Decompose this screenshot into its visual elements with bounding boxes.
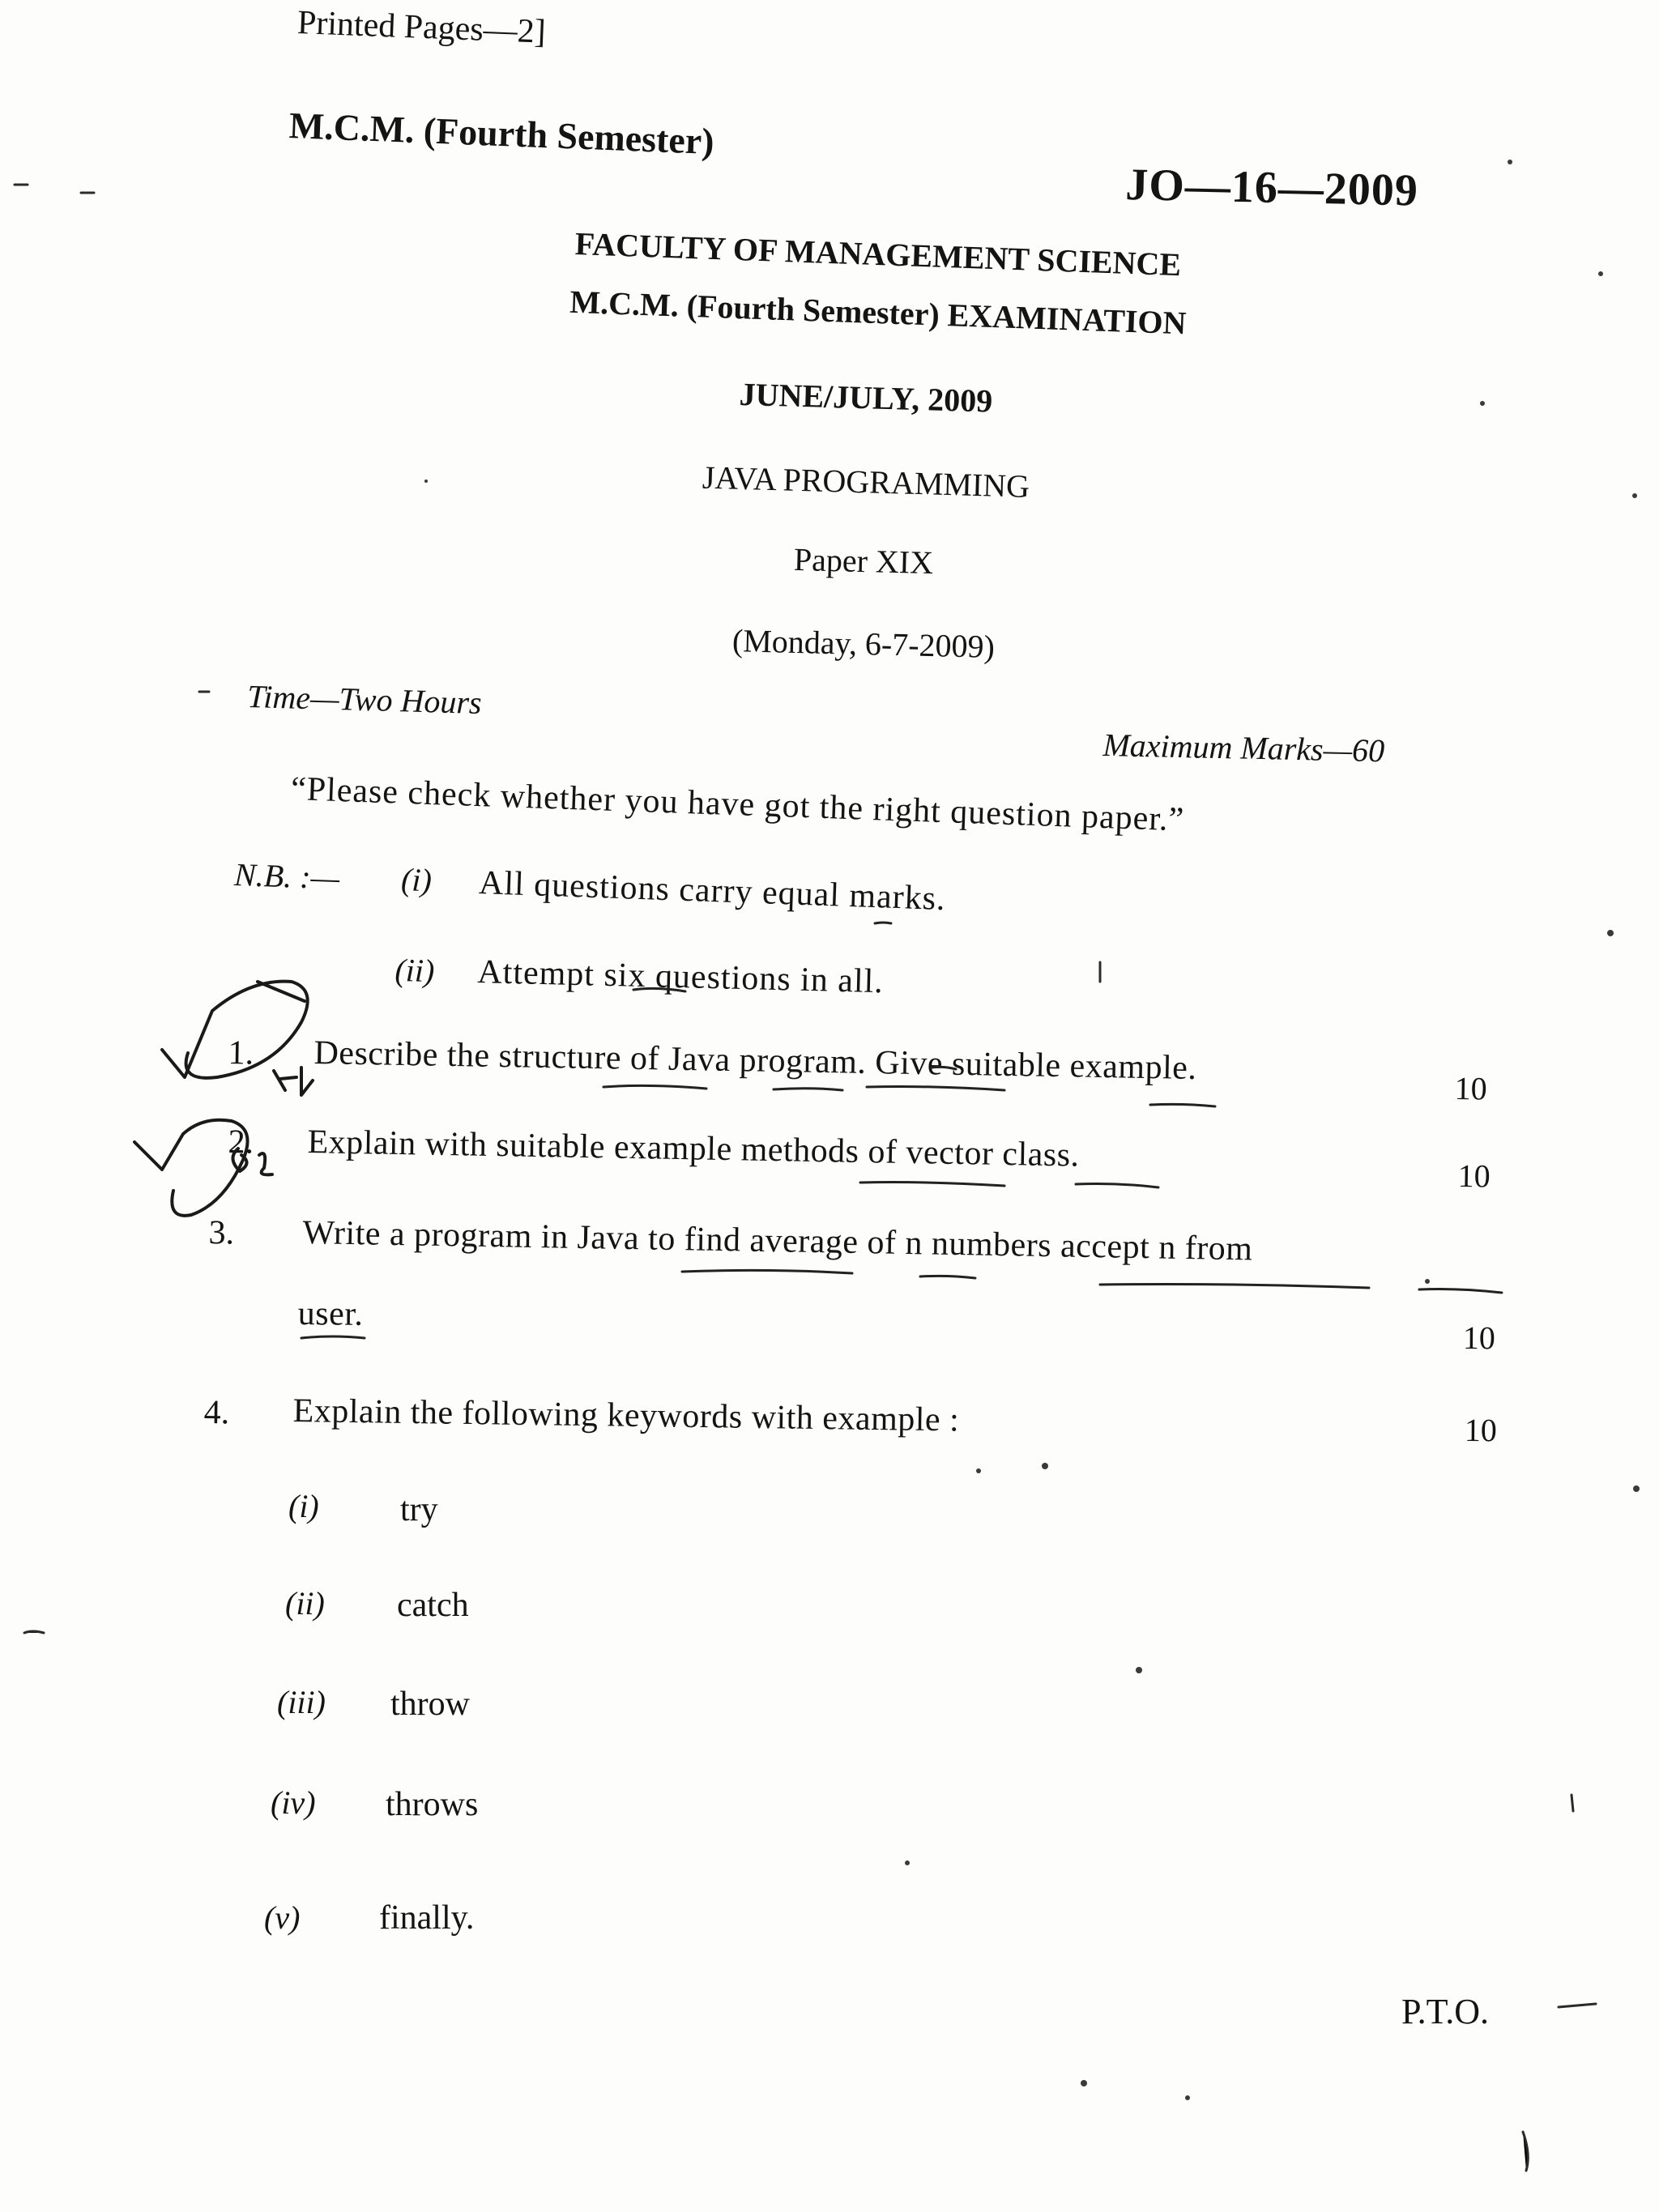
question-number: 1.: [228, 1034, 254, 1072]
keyword-number: (i): [288, 1488, 319, 1524]
question-marks: 10: [1454, 1069, 1487, 1107]
underline-mark: [1419, 1289, 1502, 1294]
keyword-item: catch: [397, 1587, 469, 1624]
question-marks: 10: [1464, 1412, 1497, 1449]
maximum-marks: Maximum Marks—60: [1102, 726, 1385, 769]
underline-mark: [1076, 1184, 1158, 1188]
keyword-number: (v): [264, 1899, 301, 1936]
printed-pages-label: Printed Pages—2]: [296, 3, 547, 51]
tick-mark: [258, 982, 305, 1001]
question-number: 4.: [203, 1393, 230, 1432]
underline-mark: [920, 1276, 975, 1278]
course-heading: M.C.M. (Fourth Semester): [288, 104, 715, 163]
note-text: All questions carry equal marks.: [478, 863, 947, 918]
faculty-name: FACULTY OF MANAGEMENT SCIENCE: [574, 225, 1182, 283]
exam-title: M.C.M. (Fourth Semester) EXAMINATION: [569, 283, 1188, 342]
nb-label: N.B. :—: [233, 855, 340, 897]
check-paper-note: “Please check whether you have got the right question paper.”: [290, 769, 1185, 839]
paper-number: Paper XIX: [793, 540, 934, 582]
question-text: Explain the following keywords with example :: [292, 1392, 960, 1439]
underline-mark: [301, 1336, 365, 1338]
question-number: 3.: [208, 1213, 235, 1252]
please-turn-over: P.T.O.: [1401, 1992, 1489, 2031]
underline-mark: [867, 1087, 1004, 1091]
time-allowed: Time—Two Hours: [246, 677, 483, 722]
keyword-item: throws: [386, 1786, 479, 1823]
question-marks: 10: [1462, 1319, 1495, 1357]
keyword-item: throw: [390, 1686, 470, 1723]
underline-mark: [1100, 1285, 1369, 1289]
question-number: 2.: [228, 1123, 254, 1161]
keyword-item: try: [400, 1491, 438, 1528]
handwritten-score: [274, 1068, 313, 1095]
note-number: (i): [400, 860, 433, 899]
exam-session: JUNE/JULY, 2009: [739, 375, 993, 420]
exam-date: (Monday, 6-7-2009): [731, 622, 996, 665]
keyword-item: finally.: [379, 1899, 475, 1937]
keyword-number: (iv): [271, 1784, 316, 1821]
underline-mark: [774, 1089, 842, 1090]
note-text: Attempt six questions in all.: [476, 953, 885, 1001]
paper-code: JO—16—2009: [1124, 159, 1419, 216]
subject-title: JAVA PROGRAMMING: [702, 458, 1030, 505]
keyword-number: (iii): [277, 1684, 326, 1720]
question-text: Explain with suitable example methods of vector class.: [307, 1123, 1080, 1174]
question-text: Write a program in Java to find average of n numbers accept n from: [302, 1213, 1253, 1268]
underline-mark: [1150, 1104, 1215, 1106]
question-marks: 10: [1457, 1157, 1491, 1195]
underline-mark: [603, 1085, 706, 1089]
question-text-continued: user.: [297, 1295, 364, 1333]
note-number: (ii): [394, 951, 435, 990]
underline-mark: [860, 1183, 1004, 1187]
underline-mark: [682, 1270, 852, 1273]
question-text: Describe the structure of Java program. Give suitable example.: [313, 1034, 1197, 1088]
keyword-number: (ii): [285, 1585, 325, 1622]
